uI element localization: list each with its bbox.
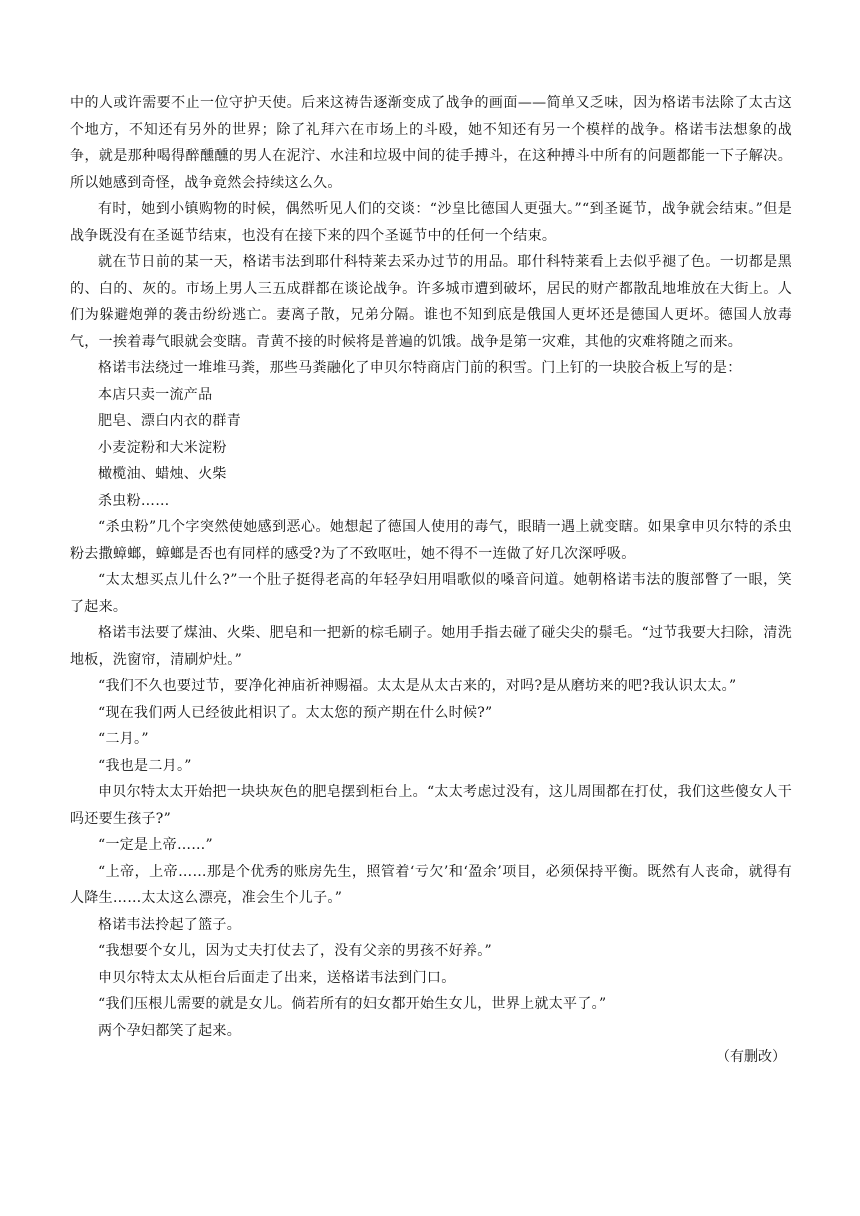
paragraph: “我们不久也要过节，要净化神庙祈神赐福。太太是从太古来的，对吗?是从磨坊来的吧?我认识太太。” xyxy=(98,678,737,694)
paragraph: 格诺韦法绕过一堆堆马粪，那些马粪融化了申贝尔特商店门前的积雪。门上钉的一块胶合板上写的是： xyxy=(98,360,742,376)
sign-line: 小麦淀粉和大米淀粉 xyxy=(98,439,227,456)
sign-line: 本店只卖一流产品 xyxy=(98,386,213,403)
paragraph: “我们压根儿需要的就是女儿。倘若所有的妇女都开始生女儿，世界上就太平了。” xyxy=(98,996,607,1012)
paragraph: 申贝尔特太太开始把一块块灰色的肥皂摆到柜台上。“太太考虑过没有，这儿周围都在打仗，我们这些傻女人干吗还要生孩子?” xyxy=(70,784,792,827)
document-page xyxy=(70,90,792,1071)
paragraph: “二月。” xyxy=(98,731,149,747)
paragraph: “一定是上帝……” xyxy=(98,837,214,853)
paragraph: 两个孕妇都笑了起来。 xyxy=(98,1022,241,1039)
paragraph: 格诺韦法拎起了篮子。 xyxy=(98,916,241,933)
source-note: （有删改） xyxy=(716,1049,786,1065)
sign-line: 杀虫粉…… xyxy=(98,492,170,509)
sign-line: 肥皂、漂白内衣的群青 xyxy=(98,413,241,429)
paragraph: 中的人或许需要不止一位守护天使。后来这祷告逐渐变成了战争的画面——简单又乏味，因为格诺韦法除了太古这个地方，不知还有另外的世界；除了礼拜六在市场上的斗殴，她不知还有另一个模样的战争。格诺韦法想象的战争，就是那种喝得醉醺醺的男人在泥泞、水洼和垃圾中间的徒手搏斗，在这种搏斗中所有的问题都能一下子解决。所以她感到奇怪，战争竟然会持续这么久。 xyxy=(70,95,792,191)
sign-line: 橄榄油、蜡烛、火柴 xyxy=(98,466,227,482)
paragraph: 有时，她到小镇购物的时候，偶然听见人们的交谈：“沙皇比德国人更强大。”“到圣诞节，战争就会结束。”但是战争既没有在圣诞节结束，也没有在接下来的四个圣诞节中的任何一个结束。 xyxy=(70,201,792,244)
paragraph: “现在我们两人已经彼此相识了。太太您的预产期在什么时候?” xyxy=(98,704,493,721)
paragraph: 就在节日前的某一天，格诺韦法到耶什科特莱去采办过节的用品。耶什科特莱看上去似乎褪了色。一切都是黑的、白的、灰的。市场上男人三五成群都在谈论战争。许多城市遭到破坏，居民的财产都散乱地堆放在大街上。人们为躲避炮弹的袭击纷纷逃亡。妻离子散，兄弟分隔。谁也不知到底是俄国人更坏还是德国人更坏。德国人放毒气，一挨着毒气眼就会变瞎。青黄不接的时候将是普遍的饥饿。战争是第一灾难，其他的灾难将随之而来。 xyxy=(70,254,792,350)
paragraph: 申贝尔特太太从柜台后面走了出来，送格诺韦法到门口。 xyxy=(98,969,456,986)
paragraph: “我想要个女儿，因为丈夫打仗去了，没有父亲的男孩不好养。” xyxy=(98,943,493,959)
paragraph: 格诺韦法要了煤油、火柴、肥皂和一把新的棕毛刷子。她用手指去碰了碰尖尖的鬃毛。“过节我要大扫除，清洗地板，洗窗帘，清刷炉灶。” xyxy=(70,625,792,668)
paragraph: “杀虫粉”几个字突然使她感到恶心。她想起了德国人使用的毒气，眼睛一遇上就变瞎。如果拿申贝尔特的杀虫粉去撒蟑螂，蟑螂是否也有同样的感受?为了不致呕吐，她不得不一连做了好几次深呼吸。 xyxy=(70,519,792,562)
paragraph: “我也是二月。” xyxy=(98,757,192,774)
paragraph: “上帝，上帝……那是个优秀的账房先生，照管着‘亏欠’和‘盈余’项目，必须保持平衡。既然有人丧命，就得有人降生……太太这么漂亮，准会生个儿子。” xyxy=(70,863,792,906)
paragraph: “太太想买点儿什么?”一个肚子挺得老高的年轻孕妇用唱歌似的嗓音问道。她朝格诺韦法的腹部瞥了一眼，笑了起来。 xyxy=(70,572,792,615)
